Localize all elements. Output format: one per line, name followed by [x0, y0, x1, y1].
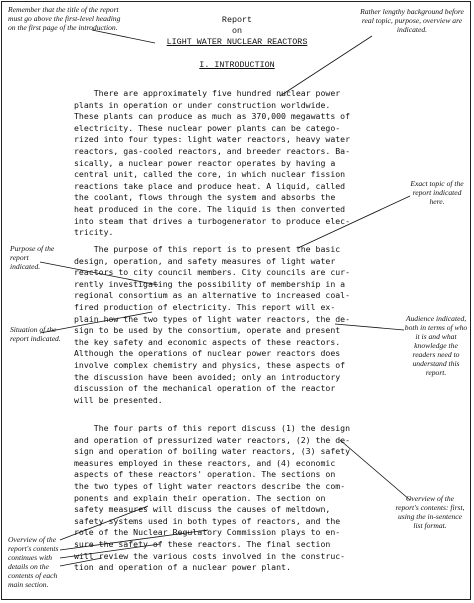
paragraph-line: tion and operation of a nuclear power plant.	[74, 562, 291, 573]
paragraph-overview	[74, 423, 400, 574]
paragraph-line: will be presented.	[74, 394, 163, 405]
annotation-purpose-note: Purpose of the report indicated.	[10, 244, 55, 271]
paragraph-line: will review the various costs involved in the construc-	[74, 550, 346, 561]
paragraph-line: safety systems used in both types of reactors, and the	[74, 515, 341, 526]
annotation-overview-details-note: Overview of the report's contents continues with details on the contents of each main section.	[8, 535, 59, 589]
paragraph-line: reactions take place and produce heat. A liquid, called	[74, 180, 346, 191]
paragraph-line: discussion of the mechanical operation of the reactor	[74, 383, 336, 394]
paragraph-line: These plants can produce as much as 370,000 megawatts of	[74, 111, 351, 122]
paragraph-line: reactors to city council members. City councils are cur-	[74, 267, 351, 278]
paragraph-line: The four parts of this report discuss (1) the design	[74, 423, 351, 433]
paragraph-line: ponents and explain their operation. The section on	[74, 492, 326, 503]
annotation-situation-note: Situation of the report indicated.	[10, 325, 61, 343]
paragraph-line: rized into four types: light water reactors, heavy water	[74, 134, 351, 145]
paragraph-line: tricity.	[74, 227, 114, 238]
paragraph-line: the discussion have been avoided; only an introductory	[74, 371, 341, 382]
annotation-audience-note: Audience indicated, both in terms of who it is and what knowledge the readers need to understand this report.	[404, 314, 468, 377]
paragraph-line: safety measures will discuss the causes of meltdown,	[74, 504, 331, 515]
paragraph-line: sure the safety of these reactors. The final section	[74, 538, 331, 549]
paragraph-line: and operation of pressurized water reactors, (2) the de-	[74, 434, 351, 445]
paragraph-line: into steam that drives a turbogenerator to produce elec-	[74, 215, 351, 226]
paragraph-line: There are approximately five hundred nuclear power	[74, 88, 341, 98]
paragraph-line: sically, a nuclear power reactor operates by having a	[74, 157, 336, 168]
report-title-line1: Report	[221, 15, 253, 25]
paragraph-line: measures employed in these reactors, and (4) economic	[74, 457, 336, 468]
annotation-title-note: Remember that the title of the report must go above the first-level heading on the first page of the introduction.	[8, 5, 121, 32]
paragraph-line: plain how the two types of light water reactors, the de-	[74, 313, 351, 324]
paragraph-line: the two types of light water reactors describe the com-	[74, 480, 346, 491]
paragraph-line: the coolant, flows through the system and absorbs the	[74, 192, 336, 203]
paragraph-line: sign and operation of boiling water reactors, (3) safety	[74, 446, 351, 457]
paragraph-line: electricity. These nuclear power plants can be catego-	[74, 122, 341, 133]
paragraph-line: design, operation, and safety measures of light water	[74, 255, 336, 266]
paragraph-line: role of the Nuclear Regulatory Commission plays to en-	[74, 527, 341, 538]
paragraph-line: central unit, called the core, in which nuclear fission	[74, 169, 346, 180]
annotation-topic-note: Exact topic of the report indicated here.	[410, 179, 464, 206]
paragraph-line: reactors, gas-cooled reactors, and breeder reactors. Ba-	[74, 145, 351, 156]
paragraph-line: heat produced in the core. The liquid is then converted	[74, 203, 346, 214]
paragraph-line: fired production of electricity. This report will ex-	[74, 301, 336, 312]
paragraph-line: aspects of these reactors' operation. The sections on	[74, 469, 336, 480]
paragraph-purpose	[74, 244, 400, 406]
paragraph-line: Although the operations of nuclear power reactors does	[74, 348, 341, 359]
paragraph-line: regional consortium as an alternative to increased coal-	[74, 290, 351, 301]
report-title-line2: on	[231, 26, 243, 36]
report-title: LIGHT WATER NUCLEAR REACTORS	[166, 37, 308, 47]
paragraph-line: rently investigating the possibility of membership in a	[74, 278, 346, 289]
paragraph-line: the key safety and economic aspects of these reactors.	[74, 336, 341, 347]
annotation-background-note: Rather lengthy background before real topic, purpose, overview are indicated.	[360, 7, 464, 34]
paragraph-background	[74, 88, 400, 239]
section-heading: I. INTRODUCTION	[199, 60, 275, 70]
paragraph-line: plants in operation or under construction worldwide.	[74, 99, 331, 110]
paragraph-line: involve complex chemistry and physics, these aspects of	[74, 359, 346, 370]
annotation-overview-note: Overview of the report's contents: first, using the in-sentence list format.	[395, 494, 465, 530]
paragraph-line: The purpose of this report is to present the basic	[74, 244, 341, 254]
paragraph-line: sign to be used by the consortium, operate and present	[74, 325, 341, 336]
